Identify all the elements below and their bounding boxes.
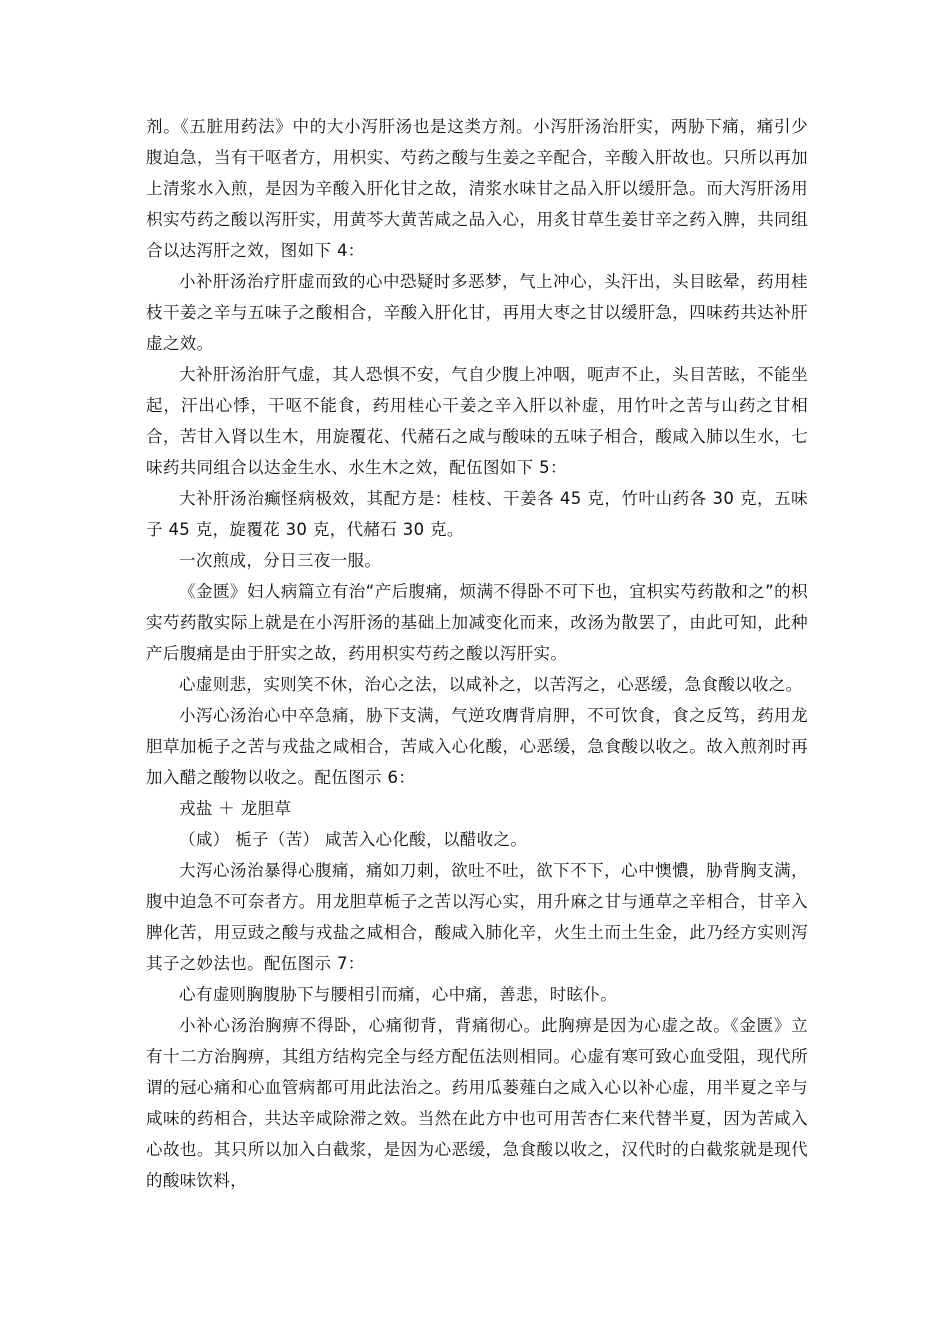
paragraph: 心虚则悲，实则笑不休，治心之法，以咸补之，以苦泻之，心恶缓，急食酸以收之。 <box>179 675 803 694</box>
paragraph: 心有虚则胸腹胁下与腰相引而痛，心中痛，善悲，时眩仆。 <box>179 985 618 1004</box>
formula-line: 戎盐 ＋ 龙胆草 <box>179 799 292 818</box>
paragraph: 小补肝汤治疗肝虚而致的心中恐疑时多恶梦，气上冲心，头汗出，头目眩晕，药用桂枝干姜之辛与五味子之酸相合，辛酸入肝化甘，再用大枣之甘以缓肝急，四味药共达补肝虚之效。 <box>146 272 808 353</box>
document-body <box>146 111 808 1196</box>
paragraph: 大泻心汤治暴得心腹痛，痛如刀刺，欲吐不吐，欲下不下，心中懊憹，胁背胸支满，腹中迫急不可奈者方。用龙胆草栀子之苦以泻心实，用升麻之甘与通草之辛相合，甘辛入脾化苦，用豆豉之酸与戎盐之咸相合，酸咸入肺化辛，火生土而土生金，此乃经方实则泻其子之妙法也。配伍图示 7： <box>146 861 808 973</box>
paragraph: 一次煎成，分日三夜一服。 <box>179 551 382 570</box>
paragraph: 《金匮》妇人病篇立有治“产后腹痛，烦满不得卧不可下也，宜枳实芍药散和之”的枳实芍药散实际上就是在小泻肝汤的基础上加减变化而来，改汤为散罢了，由此可知，此种产后腹痛是由于肝实之故，药用枳实芍药之酸以泻肝实。 <box>146 582 808 663</box>
paragraph: 大补肝汤治癫怪病极效，其配方是：桂枝、干姜各 45 克，竹叶山药各 30 克，五味子 45 克，旋覆花 30 克，代赭石 30 克。 <box>146 489 808 539</box>
paragraph-continued: 剂。《五脏用药法》中的大小泻肝汤也是这类方剂。小泻肝汤治肝实，两胁下痛，痛引少腹迫急，当有干呕者方，用枳实、芍药之酸与生姜之辛配合，辛酸入肝故也。只所以再加上清浆水入煎，是因为辛酸入肝化甘之故，清浆水味甘之品入肝以缓肝急。而大泻肝汤用枳实芍药之酸以泻肝实，用黄芩大黄苦咸之品入心，用炙甘草生姜甘辛之药入脾，共同组合以达泻肝之效，图如下 4： <box>146 117 808 260</box>
formula-line: （咸） 栀子（苦） 咸苦入心化酸，以醋收之。 <box>179 830 528 849</box>
paragraph: 大补肝汤治肝气虚，其人恐惧不安，气自少腹上冲咽，呃声不止，头目苦眩，不能坐起，汗出心悸，干呕不能食，药用桂心干姜之辛入肝以补虚，用竹叶之苦与山药之甘相合，苦甘入肾以生木，用旋覆花、代赭石之咸与酸味的五味子相合，酸咸入肺以生水，七味药共同组合以达金生水、水生木之效，配伍图如下 5： <box>146 365 808 477</box>
paragraph: 小泻心汤治心中卒急痛，胁下支满，气逆攻膺背肩胛，不可饮食，食之反笃，药用龙胆草加栀子之苦与戎盐之咸相合，苦咸入心化酸，心恶缓，急食酸以收之。故入煎剂时再加入醋之酸物以收之。配伍图示 6： <box>146 706 808 787</box>
paragraph: 小补心汤治胸痹不得卧，心痛彻背，背痛彻心。此胸痹是因为心虚之故。《金匮》立有十二方治胸痹，其组方结构完全与经方配伍法则相同。心虚有寒可致心血受阻，现代所谓的冠心痛和心血管病都可用此法治之。药用瓜蒌薤白之咸入心以补心虚，用半夏之辛与咸味的药相合，共达辛咸除滞之效。当然在此方中也可用苦杏仁来代替半夏，因为苦咸入心故也。其只所以加入白截浆，是因为心恶缓，急食酸以收之，汉代时的白截浆就是现代的酸味饮料， <box>146 1016 808 1190</box>
